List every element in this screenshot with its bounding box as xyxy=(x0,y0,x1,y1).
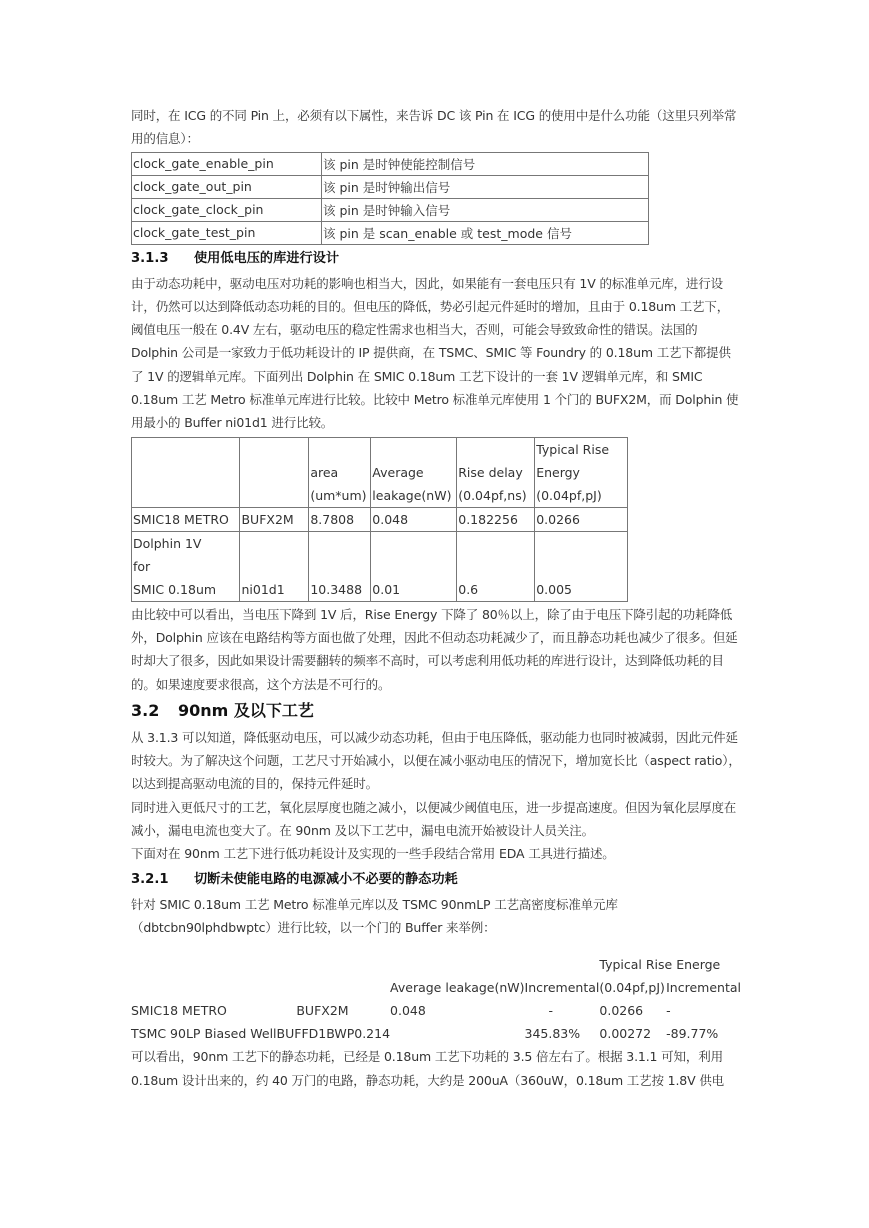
table-cell: 345.83% xyxy=(524,1026,581,1042)
table-row xyxy=(132,531,628,601)
pin-name-cell: clock_gate_out_pin xyxy=(132,175,322,198)
header-cell: (0.04pf,pJ) xyxy=(599,980,665,996)
table-header-row xyxy=(132,437,628,507)
table-cell: BUFX2M xyxy=(240,507,309,531)
pin-desc-cell: 该 pin 是 scan_enable 或 test_mode 信号 xyxy=(322,221,649,244)
section-number: 3.1.3 xyxy=(131,250,169,266)
section-title: 90nm 及以下工艺 xyxy=(178,700,314,720)
paragraph-buffer-compare: 针对 SMIC 0.18um 工艺 Metro 标准单元库以及 TSMC 90nmLP 工艺高密度标准单元库（dbtcbn90lphdbwptc）进行比较，以一个门的 Buffer 来举例： xyxy=(131,896,618,935)
paragraph-static-power: 可以看出，90nm 工艺下的静态功耗，已经是 0.18um 工艺下功耗的 3.5 倍左右了。根据 3.1.1 可知，利用 0.18um 设计出来的，约 40 万门的电路，静态功耗，大约是 200uA（360uW，0.18um 工艺按 1.8V 供电 xyxy=(131,1049,725,1088)
section-number: 3.2.1 xyxy=(131,871,169,887)
table-row xyxy=(131,999,741,1022)
table-cell: TSMC 90LP Biased WellBUFFD1BWP0.214 xyxy=(131,1026,391,1042)
table-cell: SMIC18 METRO xyxy=(131,1003,227,1019)
header-cell: Average leakage(nW) xyxy=(390,980,525,996)
header-cell: Typical Rise Energy (0.04pf,pJ) xyxy=(535,437,628,507)
paragraph-oxide-thickness: 同时进入更低尺寸的工艺，氧化层厚度也随之减小，以便减少阈值电压，进一步提高速度。但因为氧化层厚度在减小，漏电电流也变大了。在 90nm 及以下工艺中，漏电电流开始被设计人员关注。 xyxy=(131,799,737,839)
library-comparison-table xyxy=(131,437,628,602)
table-cell: - xyxy=(548,1003,554,1019)
pin-desc-cell: 该 pin 是时钟使能控制信号 xyxy=(322,152,649,175)
table-header-row xyxy=(131,953,741,976)
section-heading-3-2 xyxy=(131,696,741,726)
section-title: 使用低电压的库进行设计 xyxy=(194,250,340,266)
table-cell: ni01d1 xyxy=(240,531,309,601)
paragraph-comparison-result: 由比较中可以看出，当电压下降到 1V 后，Rise Energy 下降了 80％以上，除了由于电压下降引起的功耗降低外，Dolphin 应该在电路结构等方面也做了处理，因此不但动态功耗减少了，而且静态功耗也减少了很多。但延时却大了很多，因此如果设计需要翻转的频率不高时，可以考虑利用低功耗的库进行设计，达到降低功耗的目的。如果速度要求很高，这个方法是不可行的。 xyxy=(131,606,738,692)
table-header-row xyxy=(131,976,741,999)
pin-desc-cell: 该 pin 是时钟输出信号 xyxy=(322,175,649,198)
table-cell: -89.77% xyxy=(666,1026,719,1042)
table-cell: 10.3488 xyxy=(309,531,371,601)
header-cell: Incremental xyxy=(666,980,741,996)
header-cell xyxy=(296,976,390,999)
table-cell: 0.0266 xyxy=(599,1003,644,1019)
table-cell: - xyxy=(666,1003,671,1019)
table-row xyxy=(131,1022,741,1045)
header-cell: area (um*um) xyxy=(309,437,371,507)
section-title: 切断未使能电路的电源减小不必要的静态功耗 xyxy=(194,871,458,887)
header-cell: Incremental xyxy=(524,980,600,996)
header-cell xyxy=(132,437,240,507)
table-cell: 8.7808 xyxy=(309,507,371,531)
pin-name-cell: clock_gate_enable_pin xyxy=(132,152,322,175)
pin-desc-cell: 该 pin 是时钟输入信号 xyxy=(322,198,649,221)
paragraph-90nm-intro: 从 3.1.3 可以知道，降低驱动电压，可以减少动态功耗，但由于电压降低，驱动能力也同时被减弱，因此元件延时较大。为了解决这个问题，工艺尺寸开始减小，以便在减小驱动电压的情况下，增加宽长比（aspect ratio），以达到提高驱动电流的目的，保持元件延时。 xyxy=(131,729,741,792)
pin-name-cell: clock_gate_test_pin xyxy=(132,221,322,244)
pin-name-cell: clock_gate_clock_pin xyxy=(132,198,322,221)
table-cell: BUFX2M xyxy=(296,1003,349,1019)
paragraph-eda-methods: 下面对在 90nm 工艺下进行低功耗设计及实现的一些手段结合常用 EDA 工具进行描述。 xyxy=(131,846,615,862)
table-cell: 0.01 xyxy=(371,531,457,601)
paragraph-low-voltage: 由于动态功耗中，驱动电压对功耗的影响也相当大，因此，如果能有一套电压只有 1V 的标准单元库，进行设计，仍然可以达到降低动态功耗的目的。但电压的降低，势必引起元件延时的增加，且由于 0.18um 工艺下，阈值电压一般在 0.4V 左右，驱动电压的稳定性需求也相当大，否则，可能会导致致命性的错误。法国的 Dolphin 公司是一家致力于低功耗设计的 IP 提供商，在 TSMC、SMIC 等 Foundry 的 0.18um 工艺下都提供了 1V 的逻辑单元库。下面列出 Dolphin 在 SMIC 0.18um 工艺下设计的一套 1V 逻辑单元库，和 SMIC 0.18um 工艺 Metro 标准单元库进行比较。比较中 Metro 标准单元库使用 1 个门的 BUFX2M，而 Dolphin 使用最小的 Buffer ni01d1 进行比较。 xyxy=(131,275,739,431)
table-cell: 0.182256 xyxy=(457,507,535,531)
table-row xyxy=(132,507,628,531)
table-cell: 0.00272 xyxy=(599,1026,652,1042)
intro-paragraph: 同时，在 ICG 的不同 Pin 上，必须有以下属性，来告诉 DC 该 Pin 在 ICG 的使用中是什么功能（这里只列举常用的信息）： xyxy=(131,108,737,147)
table-cell: SMIC18 METRO xyxy=(132,507,240,531)
header-cell: Typical Rise Energe xyxy=(599,957,721,973)
table-row xyxy=(132,221,649,244)
table-row xyxy=(132,152,649,175)
section-heading-3-2-1 xyxy=(131,866,741,893)
table-row xyxy=(132,175,649,198)
header-cell: Rise delay (0.04pf,ns) xyxy=(457,437,535,507)
table-cell: 0.048 xyxy=(390,1003,426,1019)
table-cell: 0.048 xyxy=(371,507,457,531)
pin-attribute-table xyxy=(131,152,649,245)
leakage-comparison-table xyxy=(131,953,741,1045)
table-cell: Dolphin 1V for SMIC 0.18um xyxy=(132,531,240,601)
header-cell: Average leakage(nW) xyxy=(371,437,457,507)
section-number: 3.2 xyxy=(131,700,160,720)
document-page xyxy=(131,104,741,1092)
table-row xyxy=(132,198,649,221)
section-heading-3-1-3 xyxy=(131,245,741,272)
table-cell: 0.0266 xyxy=(535,507,628,531)
table-cell: 0.6 xyxy=(457,531,535,601)
header-cell xyxy=(240,437,309,507)
table-cell: 0.005 xyxy=(535,531,628,601)
header-cell xyxy=(131,976,296,999)
